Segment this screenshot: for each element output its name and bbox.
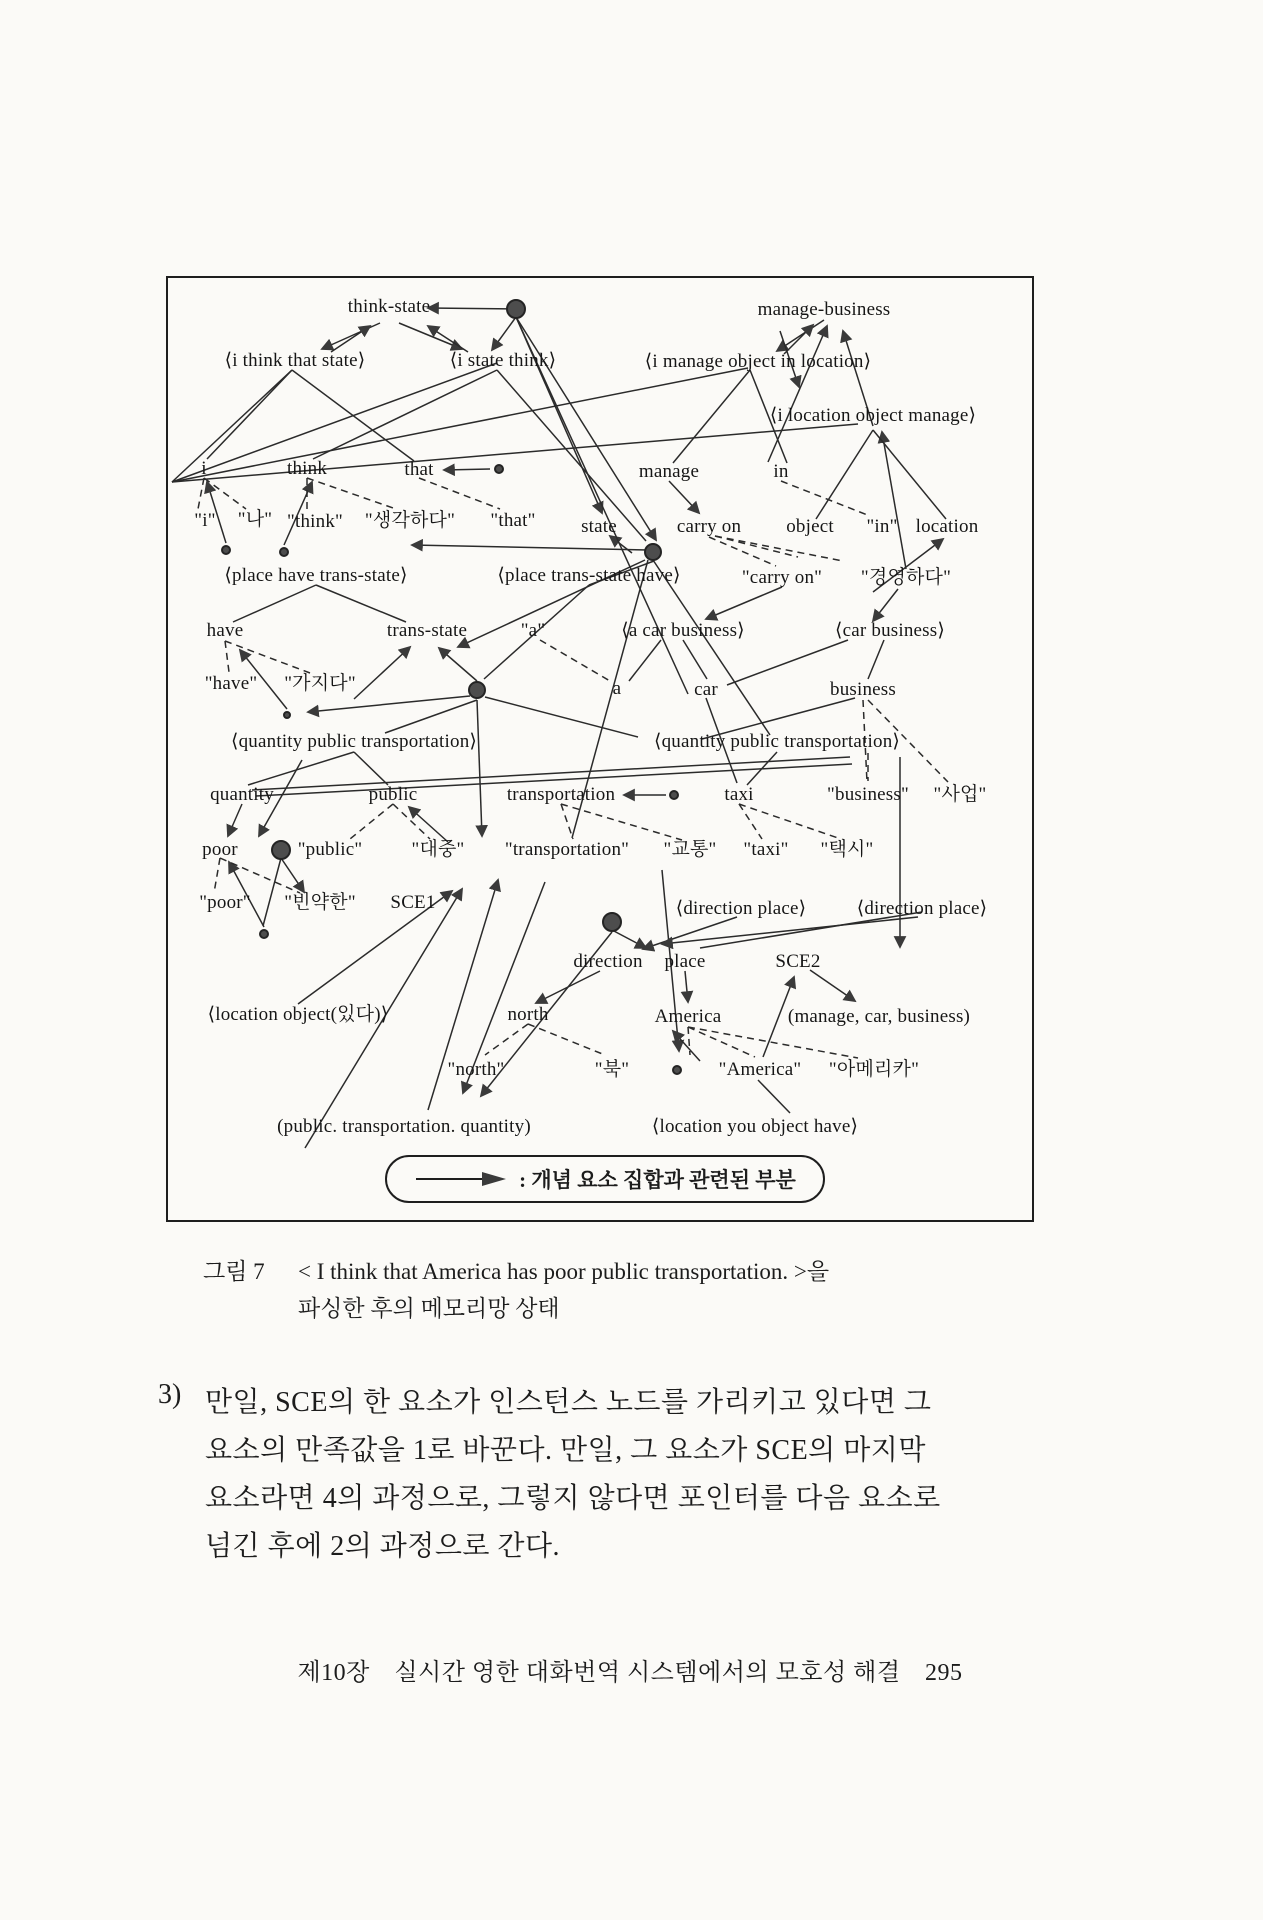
node-sce-direction-place-2: ⟨direction place⟩: [856, 898, 988, 919]
node-sce2: SCE2: [775, 951, 821, 972]
node-i: i: [201, 458, 207, 479]
node-sce-i-location-object-manage: ⟨i location object manage⟩: [769, 405, 977, 426]
node-lex-business: "business": [827, 784, 909, 805]
node-sce-car-business: ⟨car business⟩: [835, 620, 945, 641]
node-lex-carry-on: "carry on": [741, 567, 823, 588]
node-place: place: [664, 951, 706, 972]
node-sce-quantity-public-transportation-1: ⟨quantity public transportation⟩: [230, 731, 478, 752]
node-sce-place-trans-state-have: ⟨place trans-state have⟩: [497, 565, 681, 586]
node-carry-on: carry on: [676, 516, 742, 537]
node-lex-taeksi: "택시": [820, 839, 874, 860]
node-in: in: [773, 461, 789, 482]
node-sce1: SCE1: [390, 892, 436, 913]
node-manage-business: manage-business: [757, 299, 891, 320]
footer-chapter: 제10장: [297, 1660, 370, 1686]
page-footer: [160, 1652, 1100, 1687]
node-public: public: [368, 784, 418, 805]
node-lex-buk: "북": [594, 1059, 630, 1080]
figure-caption-text: [298, 1253, 1018, 1327]
node-lex-gyeongyeonghada: "경영하다": [860, 567, 952, 588]
node-sce-location-you-object-have: ⟨location you object have⟩: [651, 1116, 859, 1137]
body-line: 만일, SCE의 한 요소가 인스턴스 노드를 가리키고 있다면 그: [205, 1387, 932, 1418]
figure-caption-line2: 파싱한 후의 메모리망 상태: [298, 1296, 560, 1321]
node-lex-north: "north": [447, 1059, 505, 1080]
node-lex-gajida: "가지다": [284, 673, 356, 694]
body-paragraph: [205, 1379, 1140, 1571]
body-line: 넘긴 후에 2의 과정으로 간다.: [205, 1531, 561, 1562]
node-lex-poor: "poor": [199, 892, 251, 913]
node-sce-place-have-trans-state: ⟨place have trans-state⟩: [224, 565, 408, 586]
node-state: state: [581, 516, 617, 537]
node-sce-direction-place-1: ⟨direction place⟩: [675, 898, 807, 919]
node-quantity: quantity: [210, 784, 274, 805]
legend-arrow-icon: [414, 1170, 510, 1188]
node-sce-i-state-think: ⟨i state think⟩: [449, 350, 557, 371]
node-lex-in: "in": [866, 516, 898, 537]
node-taxi: taxi: [724, 784, 754, 805]
node-set-public-transportation-quantity: (public. transportation. quantity): [277, 1116, 531, 1137]
node-location: location: [915, 516, 979, 537]
node-car: car: [694, 679, 718, 700]
node-lex-america: "America": [718, 1059, 802, 1080]
footer-page-number: 295: [925, 1660, 963, 1686]
node-think: think: [286, 458, 328, 479]
node-think-state: think-state: [347, 296, 431, 317]
node-lex-daejung: "대중": [411, 839, 465, 860]
node-sce-a-car-business: ⟨a car business⟩: [621, 620, 745, 641]
node-transportation: transportation: [506, 784, 616, 805]
node-lex-think: "think": [287, 511, 343, 532]
node-lex-na: "나": [237, 509, 273, 530]
node-set-manage-car-business: (manage, car, business): [787, 1006, 971, 1027]
node-lex-i: "i": [194, 510, 216, 531]
node-america: America: [654, 1006, 722, 1027]
list-item-number: 3): [158, 1379, 182, 1410]
node-sce-quantity-public-transportation-2: ⟨quantity public transportation⟩: [653, 731, 901, 752]
figure-caption-line1: < I think that America has poor public transportation. >을: [298, 1259, 830, 1284]
legend-label: : 개념 요소 집합과 관련된 부분: [519, 1168, 796, 1192]
node-lex-have: "have": [204, 673, 258, 694]
diagram-legend: [385, 1155, 825, 1203]
body-line: 요소의 만족값을 1로 바꾼다. 만일, 그 요소가 SCE의 마지막: [205, 1435, 926, 1466]
node-trans-state: trans-state: [386, 620, 468, 641]
node-lex-saeop: "사업": [933, 784, 987, 805]
node-lex-gyotong: "교통": [663, 839, 717, 860]
node-a: a: [612, 678, 622, 699]
node-lex-saenggakhada: "생각하다": [364, 510, 456, 531]
node-north: north: [507, 1004, 549, 1025]
node-business: business: [830, 679, 896, 700]
body-line: 요소라면 4의 과정으로, 그렇지 않다면 포인터를 다음 요소로: [205, 1483, 941, 1514]
memory-network-diagram-frame: [166, 276, 1034, 1222]
node-sce-location-object-itda: ⟨location object(있다)⟩: [207, 1004, 389, 1025]
node-poor: poor: [202, 839, 238, 860]
node-lex-transportation: "transportation": [504, 839, 630, 860]
node-lex-binyakhan: "빈약한": [284, 892, 356, 913]
node-sce-i-think-that-state: ⟨i think that state⟩: [224, 350, 366, 371]
node-sce-i-manage-object-in-location: ⟨i manage object in location⟩: [644, 351, 872, 372]
node-have: have: [206, 620, 244, 641]
node-lex-that: "that": [490, 510, 536, 531]
node-lex-public: "public": [297, 839, 363, 860]
node-lex-amerika: "아메리카": [828, 1059, 920, 1080]
footer-title: 실시간 영한 대화번역 시스템에서의 모호성 해결: [394, 1660, 901, 1686]
node-object: object: [786, 516, 834, 537]
node-direction: direction: [573, 951, 643, 972]
node-lex-taxi: "taxi": [743, 839, 789, 860]
node-lex-a: "a": [520, 620, 546, 641]
node-manage: manage: [638, 461, 700, 482]
node-that: that: [404, 459, 434, 480]
figure-caption-number: 그림 7: [203, 1259, 265, 1284]
